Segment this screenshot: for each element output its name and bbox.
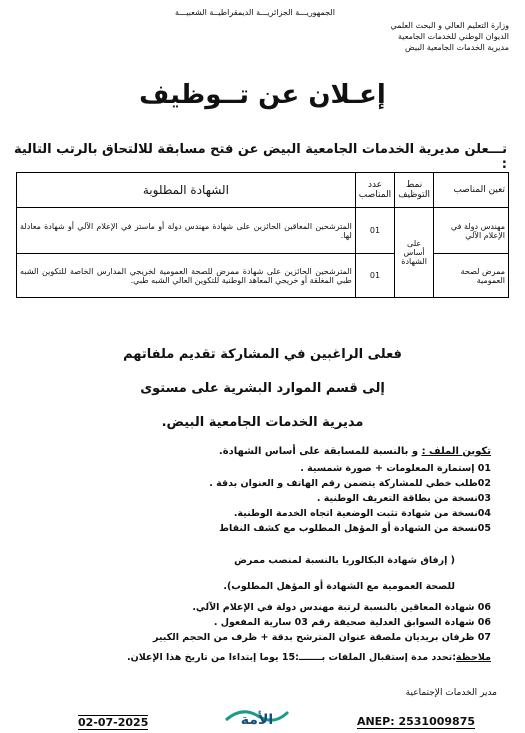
call-line-3: مديرية الخدمات الجامعية البيض. [161,415,364,430]
table-header-row [17,173,509,208]
file-items-list-2 [51,600,491,645]
extra-line-2: للصحة العمومية مع الشهادة أو المؤهل المطلوب). [223,581,455,592]
note-label: ملاحظة [456,652,491,663]
page-title: إعـلان عن تــوظيف [139,80,386,110]
list-item: 04نسخة من شهادة تثبت الوضعية اتجاه الخدمة الوطنية. [233,508,491,519]
call-block [0,338,525,440]
anep-reference: ANEP: 2531009875 [356,715,475,728]
row-count: 01 [355,208,394,254]
publication-date: 02-07-2025 [78,716,149,729]
republic-text: الجمهوريـــة الجزائريـــة الديمقراطيــة الشعبيـــة [175,8,335,17]
logo-text: الأمة [240,712,274,728]
list-item: 05نسخة من الشهادة أو المؤهل المطلوب مع كشف النقاط [219,523,491,534]
row-rank: مهندس دولة في الإعلام الآلي [434,208,509,254]
extra-line-1: ( إرفاق شهادة البكالوريا بالنسبة لمنصب ممرض [234,555,455,566]
row-degree: المترشحين الحائزين على شهادة ممرض للصحة العمومية لخريجي المدارس الخاصة للتكوين الشبه طبي المغلقة أو خريجي المعاهد الوطنية للتكوين العالي الشبه طبي. [17,254,356,298]
list-item: 06 شهادة السوابق العدلية صحيفة رقم 03 سارية المفعول . [213,617,491,628]
row-degree: المترشحين المعاقين الحائزين على شهادة مهندس دولة أو ماستر في الإعلام الآلي أو شهادة معادلة لها. [17,208,356,254]
list-item: 03نسخة من بطاقة التعريف الوطنية . [316,493,491,504]
footer [0,712,525,732]
republic-header [120,8,390,17]
intro-text: تـــعلن مديرية الخدمات الجامعية البيض عن فتح مسابقة للالتحاق بالرتب التالية : [14,142,507,172]
header-degree: الشهادة المطلوبة [17,173,356,208]
positions-table [16,172,509,298]
ministry-line: وزارة التعليم العالي و البحث العلمي [390,21,509,30]
table-row [17,208,509,254]
list-item: 01 إستمارة المعلومات + صورة شمسية . [300,463,491,474]
note-text: :تحدد مدة إستقبال الملفات بـــــــ:15 يوما إبتداءا من تاريخ هذا الإعلان. [126,652,457,663]
directorate-line: مديرية الخدمات الجامعية البيض [405,43,509,52]
header-rank: تعين المناصب [434,173,509,208]
institution-header [299,20,509,53]
row-mode: على أساس الشهادة [395,208,434,298]
list-item: 06 شهادة المعاقين بالنسبة لرتبة مهندس دولة في الإعلام الآلي. [192,602,491,613]
list-item: 02طلب خطي للمشاركة يتضمن رقم الهاتف و العنوان بدقة . [209,478,491,489]
signature: مدير الخدمات الإجتماعية [405,688,497,698]
list-item: 07 ظرفان بريديان ملصقة عنوان المترشح بدقة + ظرف من الحجم الكبير [152,632,491,643]
note [127,652,491,663]
newspaper-logo [222,698,292,728]
office-line: الديوان الوطني للخدمات الجامعية [398,32,509,41]
file-label-rest: و بالنسبة للمسابقة على أساس الشهادة. [218,446,422,457]
table-row [17,254,509,298]
file-extra [75,548,455,600]
row-rank: ممرض لصحة العمومية [434,254,509,298]
header-mode: نمط التوظيف [395,173,434,208]
call-line-1: فعلى الراغبين في المشاركة تقديم ملفاتهم [123,347,402,362]
call-line-2: إلى قسم الموارد البشرية على مستوى [140,381,385,396]
file-items-list [51,461,491,536]
header-count: عدد المناصب [355,173,394,208]
file-label: تكوين الملف : [421,446,491,457]
row-count: 01 [355,254,394,298]
file-heading [219,446,491,457]
